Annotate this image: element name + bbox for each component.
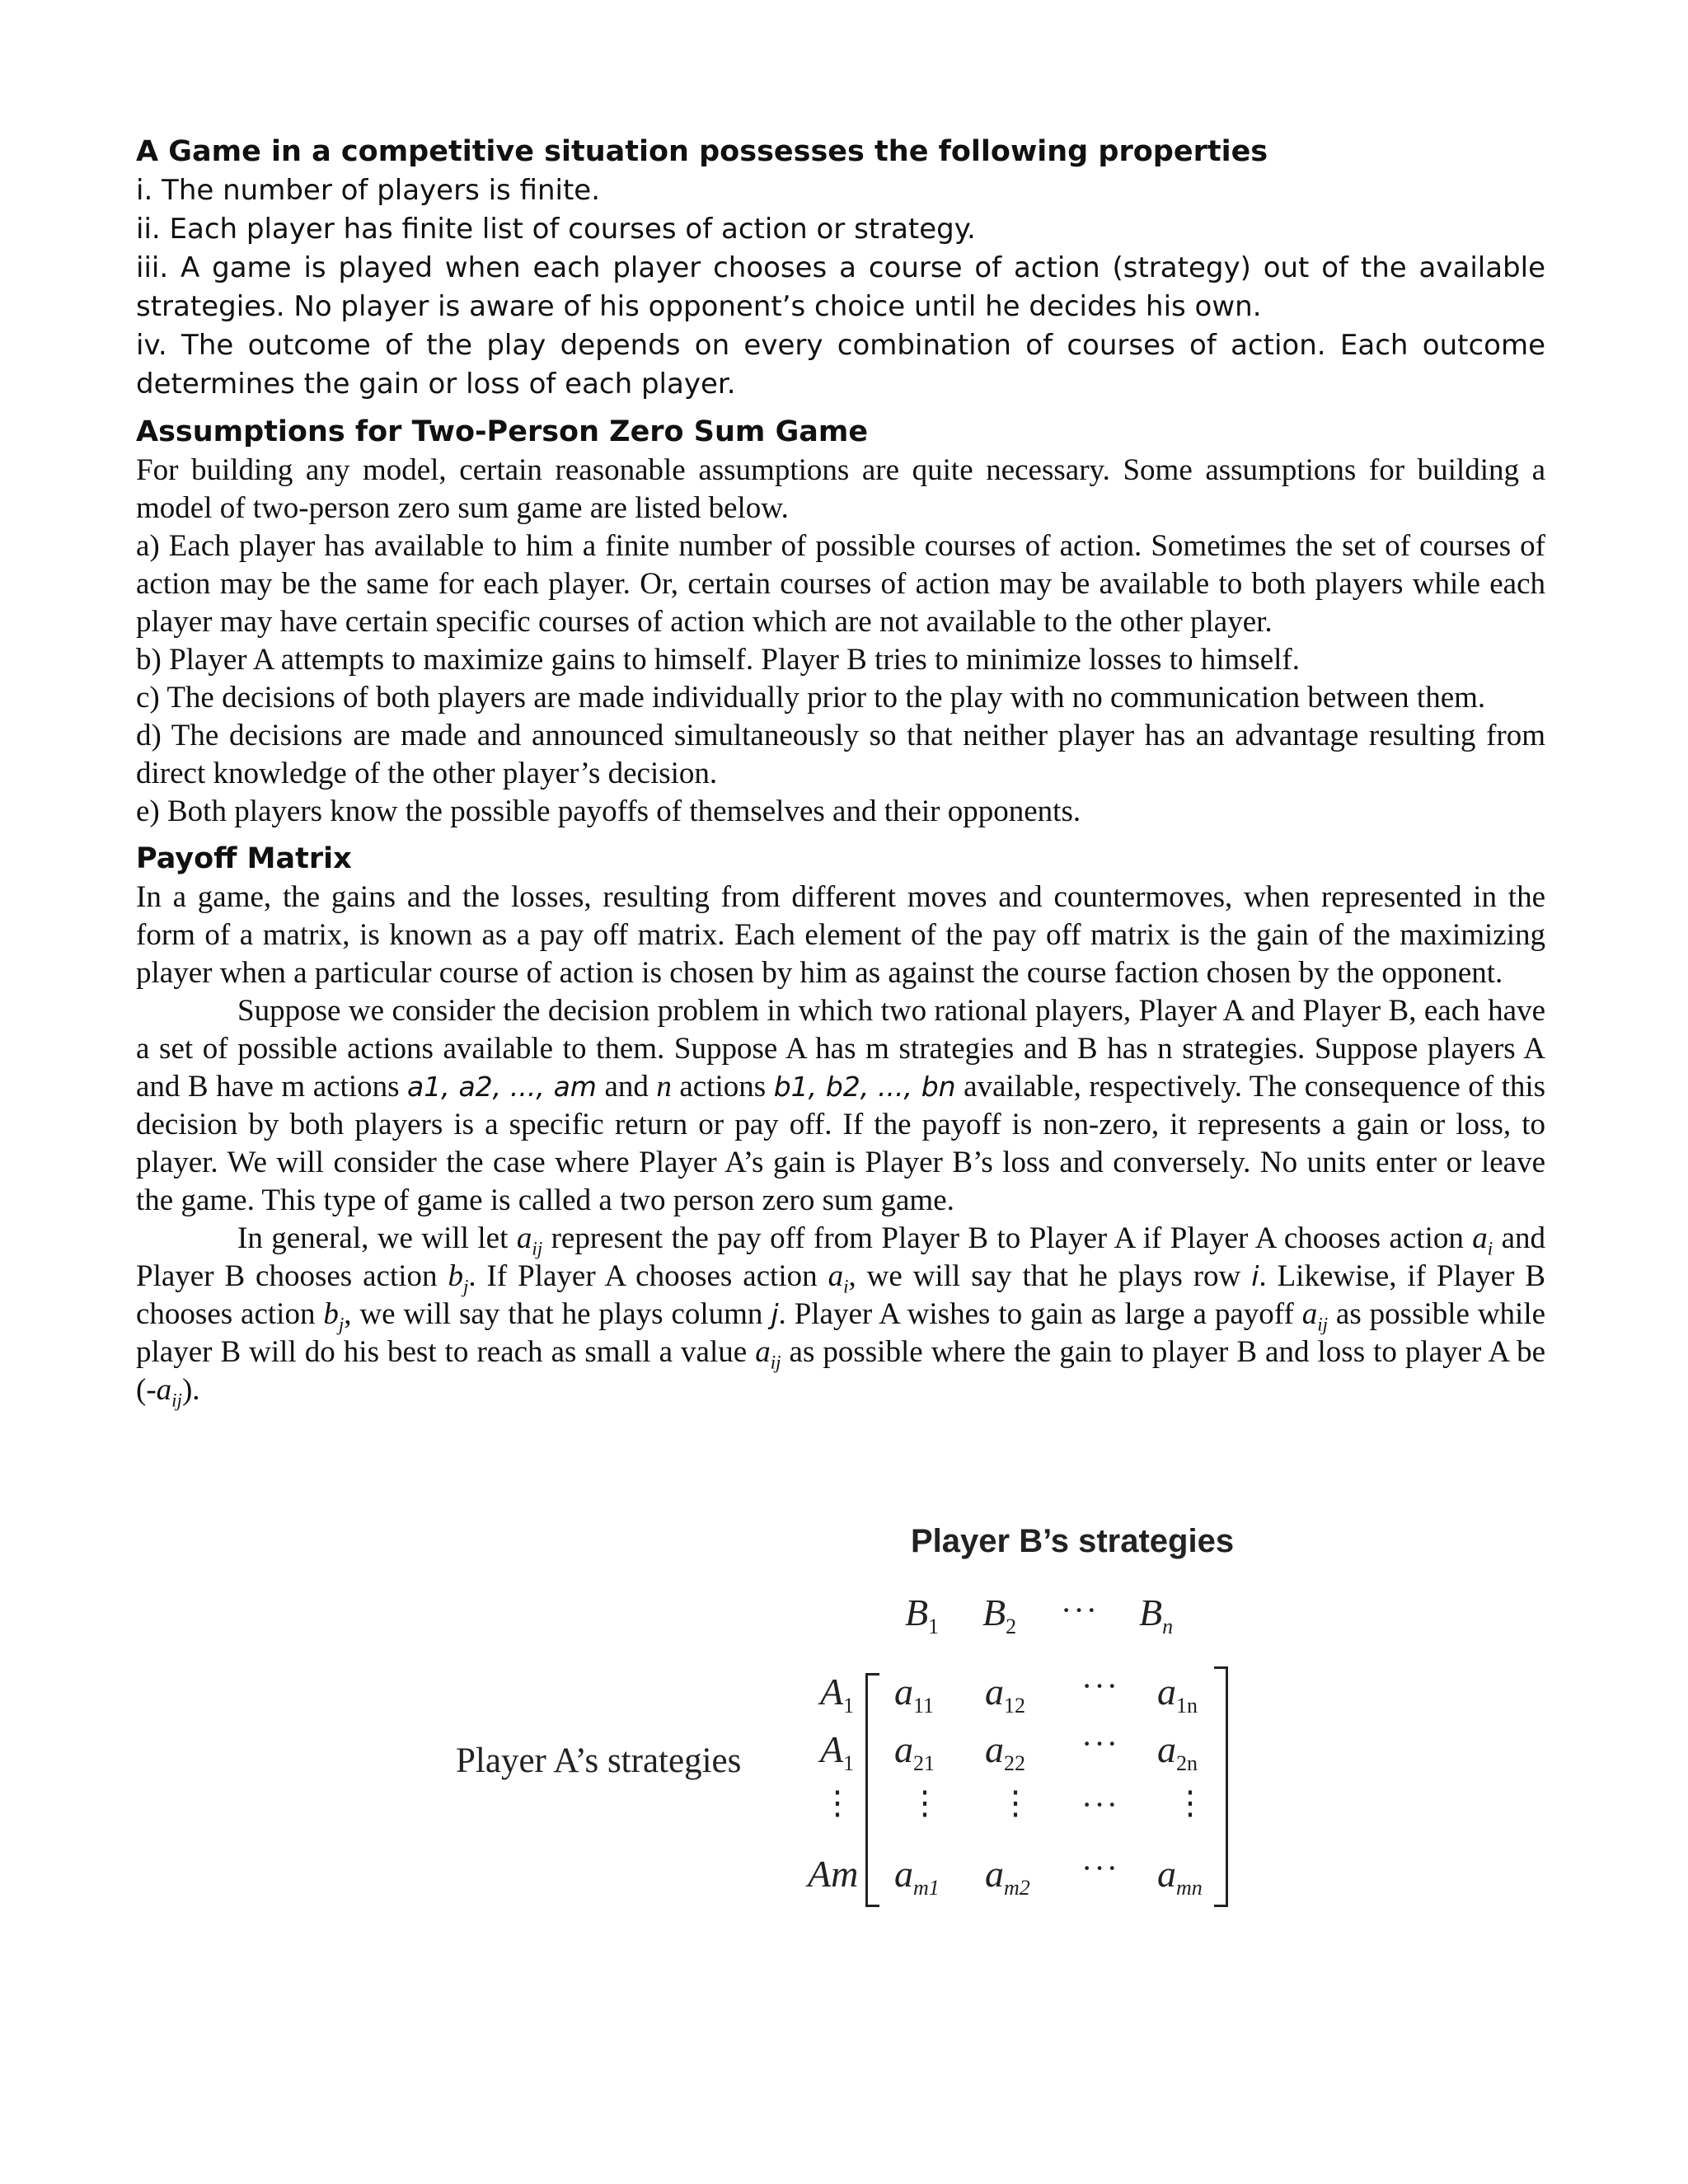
section-heading-game-properties: A Game in a competitive situation possesses the following properties <box>136 135 1268 168</box>
list-item: iii. A game is played when each player chooses a course of action (strategy) out of the available strategies. No player is aware of his opponent’s choice until he decides his own. <box>136 251 1545 323</box>
assumptions-body <box>136 452 1545 831</box>
column-header: $B_2$ <box>982 1591 1017 1639</box>
cell-ellipsis: ⋮ <box>1174 1784 1207 1821</box>
assumptions-intro: For building any model, certain reasonable assumptions are quite necessary. Some assumptions for building a model of two-person zero sum game are listed below. <box>136 453 1545 525</box>
matrix-cell: $a_{1n}$ <box>1157 1671 1198 1718</box>
document-page <box>136 132 1545 1409</box>
payoff-paragraph-3: In general, we will let $a_{ij}$ represent the pay off from Player B to Player A if Player A chooses action $a_i$ and Player B chooses action $b_j$. If Player A chooses action $a_i$, we will say that he plays row i. Likewise, if Player B chooses action $b_j$, we will say that he plays column j. Player A wishes to gain as large a payoff $a_{ij}$ as possible while player B will do his best to reach as small a value $a_{ij}$ as possible where the gain to player B and loss to player A be $(-a_{ij})$. <box>136 1221 1546 1411</box>
actions-a-list: a1, a2, ..., am <box>407 1071 597 1103</box>
section-heading-assumptions: Assumptions for Two-Person Zero Sum Game <box>136 415 869 448</box>
list-item: iv. The outcome of the play depends on every combination of courses of action. Each outcome determines the gain or loss of each player. <box>136 329 1545 401</box>
payoff-definition: In a game, the gains and the losses, resulting from different moves and countermoves, when represented in the form of a matrix, is known as a pay off matrix. Each element of the pay off matrix is the gain of the maximizing player when a particular course of action is chosen by him as against the course faction chosen by the opponent. <box>136 880 1545 990</box>
matrix-left-bracket <box>865 1673 879 1907</box>
column-header: $B_n$ <box>1139 1591 1174 1639</box>
list-item: d) The decisions are made and announced simultaneously so that neither player has an advantage resulting from direct knowledge of the other player’s decision. <box>136 719 1545 790</box>
section-heading-payoff-matrix: Payoff Matrix <box>136 842 352 875</box>
cell-ellipsis: ··· <box>1081 1849 1119 1886</box>
cell-ellipsis: ··· <box>1081 1667 1119 1704</box>
column-ellipsis: ··· <box>1061 1591 1099 1629</box>
matrix-cell: $a_{2n}$ <box>1157 1728 1198 1776</box>
matrix-column-title: Player B’s strategies <box>911 1523 1235 1559</box>
list-item: ii. Each player has finite list of courses of action or strategy. <box>136 213 976 246</box>
matrix-row-title: Player A’s strategies <box>456 1741 742 1780</box>
game-properties-list <box>136 171 1545 404</box>
cell-ellipsis: ⋮ <box>999 1784 1032 1821</box>
payoff-body <box>136 879 1545 1409</box>
list-item: b) Player A attempts to maximize gains to himself. Player B tries to minimize losses to himself. <box>136 643 1300 677</box>
list-item: c) The decisions of both players are made individually prior to the play with no communication between them. <box>136 681 1486 715</box>
row-header: $A_1$ <box>820 1671 855 1718</box>
matrix-cell: $a_{21}$ <box>894 1728 935 1776</box>
row-ellipsis: ⋮ <box>821 1784 854 1821</box>
matrix-cell: $a_{11}$ <box>894 1671 935 1718</box>
row-header: $A_1$ <box>820 1728 855 1776</box>
list-item: i. The number of players is finite. <box>136 174 601 207</box>
cell-ellipsis: ··· <box>1081 1725 1119 1762</box>
matrix-cell: $a_{m1}$ <box>894 1853 940 1900</box>
list-item: e) Both players know the possible payoffs of themselves and their opponents. <box>136 794 1081 828</box>
cell-ellipsis: ⋮ <box>908 1784 941 1821</box>
payoff-paragraph-2: Suppose we consider the decision problem in which two rational players, Player A and Player B, each have a set of possible actions available to them. Suppose A has m strategies and B has n strategies. Suppose players A and B have m actions a1, a2, ..., am and n actions b1, b2, ..., bn available, respectively. The consequence of this decision by both players is a specific return or pay off. If the payoff is non-zero, it represents a gain or loss, to player. We will consider the case where Player A’s gain is Player B’s loss and conversely. No units enter or leave the game. This type of game is called a two person zero sum game. <box>136 994 1546 1217</box>
matrix-cell: $a_{22}$ <box>985 1728 1025 1776</box>
matrix-cell: $a_{m2}$ <box>985 1853 1030 1900</box>
column-header: $B_1$ <box>905 1591 940 1639</box>
actions-b-list: b1, b2, ..., bn <box>773 1071 956 1103</box>
cell-ellipsis: ··· <box>1081 1786 1119 1823</box>
row-header: Am <box>808 1853 859 1895</box>
matrix-cell: $a_{mn}$ <box>1157 1853 1203 1900</box>
matrix-right-bracket <box>1214 1666 1228 1907</box>
matrix-cell: $a_{12}$ <box>985 1671 1025 1718</box>
list-item: a) Each player has available to him a finite number of possible courses of action. Sometimes the set of courses of action may be the same for each player. Or, certain courses of action may be available to both players while each player may have certain specific courses of action which are not available to the other player. <box>136 529 1545 639</box>
